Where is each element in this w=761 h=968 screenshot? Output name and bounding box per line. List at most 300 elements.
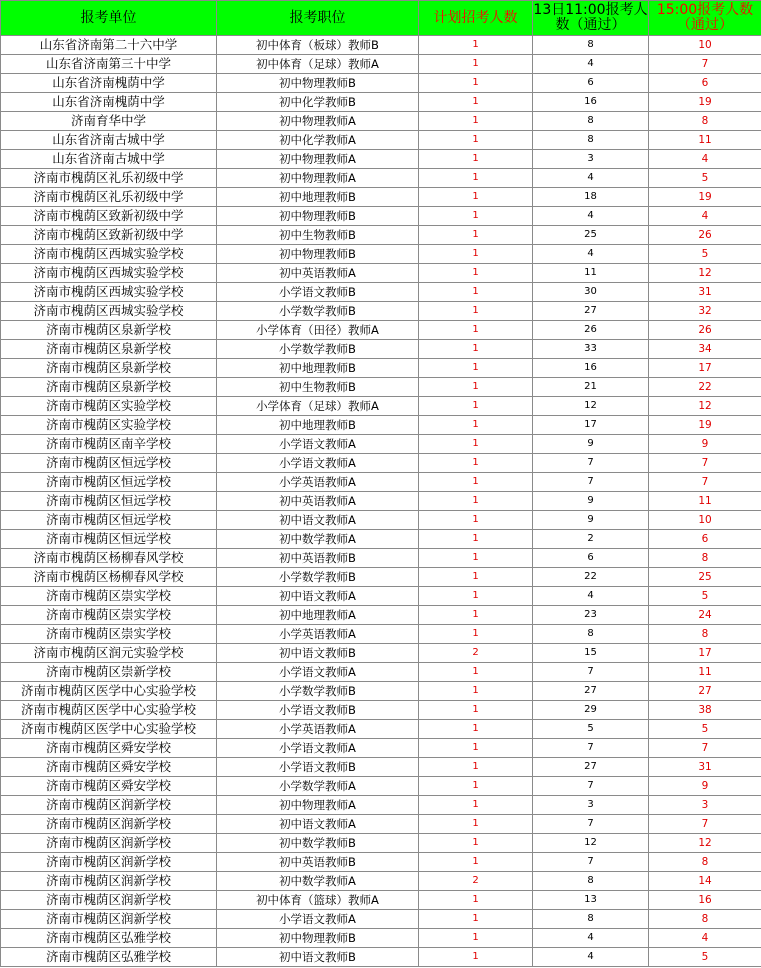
cell-count-13th: 7 bbox=[533, 663, 649, 682]
table-row bbox=[1, 150, 761, 169]
cell-position: 初中物理教师A bbox=[217, 169, 419, 188]
cell-plan-count: 1 bbox=[419, 549, 533, 568]
cell-plan-count: 1 bbox=[419, 264, 533, 283]
cell-count-13th: 9 bbox=[533, 511, 649, 530]
cell-plan-count: 1 bbox=[419, 682, 533, 701]
cell-plan-count: 1 bbox=[419, 55, 533, 74]
cell-plan-count: 1 bbox=[419, 112, 533, 131]
cell-position: 初中地理教师B bbox=[217, 416, 419, 435]
cell-count-15: 17 bbox=[649, 644, 761, 663]
cell-unit: 济南市槐荫区恒远学校 bbox=[1, 473, 217, 492]
cell-count-13th: 11 bbox=[533, 264, 649, 283]
cell-count-15: 12 bbox=[649, 834, 761, 853]
cell-count-15: 7 bbox=[649, 473, 761, 492]
cell-unit: 济南市槐荫区崇新学校 bbox=[1, 663, 217, 682]
cell-count-15: 6 bbox=[649, 74, 761, 93]
table-row bbox=[1, 397, 761, 416]
header-unit: 报考单位 bbox=[1, 1, 217, 36]
cell-position: 小学数学教师B bbox=[217, 340, 419, 359]
cell-plan-count: 1 bbox=[419, 777, 533, 796]
table-row bbox=[1, 131, 761, 150]
cell-position: 初中生物教师B bbox=[217, 378, 419, 397]
header-plan-count: 计划招考人数 bbox=[419, 1, 533, 36]
cell-unit: 山东省济南古城中学 bbox=[1, 131, 217, 150]
cell-unit: 济南市槐荫区杨柳春风学校 bbox=[1, 549, 217, 568]
cell-count-15: 11 bbox=[649, 131, 761, 150]
cell-position: 小学体育（足球）教师A bbox=[217, 397, 419, 416]
cell-unit: 济南市槐荫区西城实验学校 bbox=[1, 245, 217, 264]
cell-unit: 济南市槐荫区润新学校 bbox=[1, 815, 217, 834]
cell-unit: 济南市槐荫区南辛学校 bbox=[1, 435, 217, 454]
cell-position: 小学数学教师B bbox=[217, 568, 419, 587]
table-row bbox=[1, 188, 761, 207]
cell-count-13th: 16 bbox=[533, 93, 649, 112]
cell-unit: 济南市槐荫区恒远学校 bbox=[1, 530, 217, 549]
cell-position: 初中物理教师A bbox=[217, 796, 419, 815]
header-count-15: 15:00报考人数（通过） bbox=[649, 1, 761, 36]
cell-position: 初中化学教师B bbox=[217, 93, 419, 112]
table-row bbox=[1, 834, 761, 853]
cell-position: 小学语文教师B bbox=[217, 283, 419, 302]
cell-position: 初中体育（板球）教师B bbox=[217, 36, 419, 55]
cell-unit: 山东省济南第三十中学 bbox=[1, 55, 217, 74]
cell-plan-count: 1 bbox=[419, 720, 533, 739]
cell-plan-count: 1 bbox=[419, 739, 533, 758]
cell-unit: 济南市槐荫区实验学校 bbox=[1, 416, 217, 435]
cell-count-15: 11 bbox=[649, 492, 761, 511]
cell-count-13th: 23 bbox=[533, 606, 649, 625]
cell-position: 初中数学教师A bbox=[217, 530, 419, 549]
cell-unit: 济南市槐荫区西城实验学校 bbox=[1, 302, 217, 321]
table-row bbox=[1, 283, 761, 302]
table-row bbox=[1, 169, 761, 188]
table-row bbox=[1, 340, 761, 359]
cell-count-13th: 4 bbox=[533, 207, 649, 226]
cell-unit: 济南市槐荫区杨柳春风学校 bbox=[1, 568, 217, 587]
cell-unit: 济南市槐荫区致新初级中学 bbox=[1, 226, 217, 245]
cell-position: 小学体育（田径）教师A bbox=[217, 321, 419, 340]
cell-plan-count: 1 bbox=[419, 473, 533, 492]
table-row bbox=[1, 739, 761, 758]
cell-position: 初中物理教师A bbox=[217, 112, 419, 131]
cell-unit: 济南市槐荫区泉新学校 bbox=[1, 340, 217, 359]
cell-position: 小学英语教师A bbox=[217, 720, 419, 739]
cell-unit: 济南市槐荫区礼乐初级中学 bbox=[1, 188, 217, 207]
cell-unit: 济南市槐荫区西城实验学校 bbox=[1, 283, 217, 302]
table-row bbox=[1, 473, 761, 492]
cell-position: 初中物理教师B bbox=[217, 207, 419, 226]
cell-count-13th: 4 bbox=[533, 929, 649, 948]
cell-count-15: 4 bbox=[649, 929, 761, 948]
table-row bbox=[1, 644, 761, 663]
cell-count-15: 10 bbox=[649, 511, 761, 530]
cell-count-13th: 16 bbox=[533, 359, 649, 378]
cell-plan-count: 1 bbox=[419, 359, 533, 378]
cell-unit: 济南育华中学 bbox=[1, 112, 217, 131]
table-row bbox=[1, 492, 761, 511]
cell-unit: 济南市槐荫区润新学校 bbox=[1, 796, 217, 815]
cell-count-13th: 27 bbox=[533, 302, 649, 321]
cell-unit: 济南市槐荫区恒远学校 bbox=[1, 492, 217, 511]
cell-position: 小学数学教师B bbox=[217, 302, 419, 321]
table-row bbox=[1, 796, 761, 815]
cell-count-15: 8 bbox=[649, 625, 761, 644]
table-row bbox=[1, 568, 761, 587]
header-row bbox=[1, 1, 761, 36]
cell-unit: 济南市槐荫区医学中心实验学校 bbox=[1, 682, 217, 701]
cell-unit: 济南市槐荫区医学中心实验学校 bbox=[1, 701, 217, 720]
cell-position: 初中体育（足球）教师A bbox=[217, 55, 419, 74]
cell-position: 初中体育（篮球）教师A bbox=[217, 891, 419, 910]
cell-count-13th: 6 bbox=[533, 74, 649, 93]
cell-plan-count: 1 bbox=[419, 606, 533, 625]
cell-position: 小学语文教师A bbox=[217, 435, 419, 454]
cell-position: 小学数学教师A bbox=[217, 777, 419, 796]
cell-plan-count: 1 bbox=[419, 36, 533, 55]
cell-count-13th: 3 bbox=[533, 150, 649, 169]
cell-count-15: 26 bbox=[649, 226, 761, 245]
cell-position: 初中语文教师B bbox=[217, 948, 419, 967]
cell-plan-count: 1 bbox=[419, 226, 533, 245]
cell-count-15: 25 bbox=[649, 568, 761, 587]
cell-count-15: 8 bbox=[649, 549, 761, 568]
cell-count-13th: 17 bbox=[533, 416, 649, 435]
cell-count-15: 16 bbox=[649, 891, 761, 910]
cell-count-15: 11 bbox=[649, 663, 761, 682]
cell-position: 初中物理教师B bbox=[217, 929, 419, 948]
table-row bbox=[1, 321, 761, 340]
cell-count-15: 4 bbox=[649, 150, 761, 169]
cell-position: 小学语文教师A bbox=[217, 454, 419, 473]
cell-position: 初中地理教师B bbox=[217, 188, 419, 207]
cell-plan-count: 2 bbox=[419, 644, 533, 663]
cell-count-13th: 7 bbox=[533, 777, 649, 796]
table-row bbox=[1, 606, 761, 625]
table-row bbox=[1, 663, 761, 682]
cell-position: 初中语文教师A bbox=[217, 815, 419, 834]
cell-count-13th: 27 bbox=[533, 758, 649, 777]
cell-unit: 济南市槐荫区润新学校 bbox=[1, 853, 217, 872]
table-row bbox=[1, 112, 761, 131]
cell-position: 初中生物教师B bbox=[217, 226, 419, 245]
cell-plan-count: 1 bbox=[419, 416, 533, 435]
cell-unit: 济南市槐荫区致新初级中学 bbox=[1, 207, 217, 226]
cell-count-15: 10 bbox=[649, 36, 761, 55]
table-row bbox=[1, 454, 761, 473]
cell-count-13th: 7 bbox=[533, 853, 649, 872]
cell-count-15: 8 bbox=[649, 910, 761, 929]
table-row bbox=[1, 435, 761, 454]
cell-count-13th: 9 bbox=[533, 435, 649, 454]
cell-plan-count: 1 bbox=[419, 663, 533, 682]
cell-count-13th: 12 bbox=[533, 834, 649, 853]
cell-plan-count: 1 bbox=[419, 853, 533, 872]
cell-position: 小学英语教师A bbox=[217, 473, 419, 492]
cell-count-15: 7 bbox=[649, 454, 761, 473]
cell-position: 初中物理教师A bbox=[217, 150, 419, 169]
cell-unit: 济南市槐荫区弘雅学校 bbox=[1, 948, 217, 967]
cell-count-13th: 29 bbox=[533, 701, 649, 720]
cell-count-15: 19 bbox=[649, 416, 761, 435]
cell-unit: 济南市槐荫区舜安学校 bbox=[1, 739, 217, 758]
cell-position: 初中英语教师A bbox=[217, 492, 419, 511]
cell-count-15: 22 bbox=[649, 378, 761, 397]
cell-position: 初中数学教师A bbox=[217, 872, 419, 891]
cell-count-13th: 25 bbox=[533, 226, 649, 245]
cell-unit: 济南市槐荫区泉新学校 bbox=[1, 359, 217, 378]
cell-count-13th: 33 bbox=[533, 340, 649, 359]
cell-count-15: 24 bbox=[649, 606, 761, 625]
cell-position: 初中英语教师A bbox=[217, 264, 419, 283]
table-row bbox=[1, 302, 761, 321]
table-row bbox=[1, 359, 761, 378]
cell-unit: 济南市槐荫区润新学校 bbox=[1, 834, 217, 853]
cell-count-13th: 30 bbox=[533, 283, 649, 302]
table-row bbox=[1, 872, 761, 891]
table-row bbox=[1, 530, 761, 549]
cell-unit: 济南市槐荫区泉新学校 bbox=[1, 321, 217, 340]
cell-count-15: 5 bbox=[649, 948, 761, 967]
cell-count-13th: 9 bbox=[533, 492, 649, 511]
cell-unit: 济南市槐荫区西城实验学校 bbox=[1, 264, 217, 283]
cell-plan-count: 1 bbox=[419, 891, 533, 910]
cell-position: 小学语文教师B bbox=[217, 758, 419, 777]
table-row bbox=[1, 815, 761, 834]
cell-count-13th: 8 bbox=[533, 112, 649, 131]
cell-count-15: 19 bbox=[649, 188, 761, 207]
cell-plan-count: 1 bbox=[419, 625, 533, 644]
cell-position: 小学数学教师B bbox=[217, 682, 419, 701]
table-row bbox=[1, 625, 761, 644]
cell-count-13th: 7 bbox=[533, 739, 649, 758]
cell-plan-count: 1 bbox=[419, 530, 533, 549]
cell-unit: 山东省济南古城中学 bbox=[1, 150, 217, 169]
cell-count-13th: 27 bbox=[533, 682, 649, 701]
table-row bbox=[1, 948, 761, 967]
cell-count-15: 34 bbox=[649, 340, 761, 359]
cell-plan-count: 1 bbox=[419, 93, 533, 112]
cell-plan-count: 1 bbox=[419, 74, 533, 93]
cell-position: 小学语文教师A bbox=[217, 739, 419, 758]
cell-position: 初中物理教师B bbox=[217, 74, 419, 93]
cell-plan-count: 1 bbox=[419, 321, 533, 340]
cell-plan-count: 1 bbox=[419, 701, 533, 720]
table-row bbox=[1, 55, 761, 74]
table-header bbox=[1, 1, 761, 36]
table-row bbox=[1, 682, 761, 701]
cell-plan-count: 1 bbox=[419, 929, 533, 948]
table-row bbox=[1, 511, 761, 530]
cell-unit: 济南市槐荫区崇实学校 bbox=[1, 625, 217, 644]
table-row bbox=[1, 226, 761, 245]
cell-position: 初中地理教师A bbox=[217, 606, 419, 625]
cell-count-13th: 4 bbox=[533, 587, 649, 606]
cell-count-15: 7 bbox=[649, 739, 761, 758]
cell-count-15: 12 bbox=[649, 264, 761, 283]
cell-plan-count: 1 bbox=[419, 435, 533, 454]
cell-count-13th: 12 bbox=[533, 397, 649, 416]
cell-unit: 济南市槐荫区医学中心实验学校 bbox=[1, 720, 217, 739]
table-row bbox=[1, 758, 761, 777]
cell-count-15: 8 bbox=[649, 853, 761, 872]
cell-position: 小学语文教师B bbox=[217, 701, 419, 720]
cell-count-15: 4 bbox=[649, 207, 761, 226]
header-position: 报考职位 bbox=[217, 1, 419, 36]
table-row bbox=[1, 587, 761, 606]
cell-count-13th: 7 bbox=[533, 473, 649, 492]
cell-plan-count: 1 bbox=[419, 245, 533, 264]
cell-unit: 济南市槐荫区弘雅学校 bbox=[1, 929, 217, 948]
cell-plan-count: 1 bbox=[419, 378, 533, 397]
cell-position: 初中地理教师B bbox=[217, 359, 419, 378]
cell-count-13th: 2 bbox=[533, 530, 649, 549]
cell-unit: 济南市槐荫区礼乐初级中学 bbox=[1, 169, 217, 188]
cell-count-13th: 21 bbox=[533, 378, 649, 397]
cell-unit: 山东省济南槐荫中学 bbox=[1, 74, 217, 93]
cell-unit: 济南市槐荫区恒远学校 bbox=[1, 454, 217, 473]
cell-plan-count: 1 bbox=[419, 834, 533, 853]
cell-plan-count: 1 bbox=[419, 492, 533, 511]
table-row bbox=[1, 416, 761, 435]
cell-unit: 济南市槐荫区恒远学校 bbox=[1, 511, 217, 530]
cell-plan-count: 1 bbox=[419, 283, 533, 302]
cell-plan-count: 1 bbox=[419, 815, 533, 834]
cell-count-15: 14 bbox=[649, 872, 761, 891]
cell-count-15: 17 bbox=[649, 359, 761, 378]
table-row bbox=[1, 245, 761, 264]
cell-count-15: 19 bbox=[649, 93, 761, 112]
cell-plan-count: 1 bbox=[419, 511, 533, 530]
cell-unit: 济南市槐荫区舜安学校 bbox=[1, 758, 217, 777]
cell-count-15: 8 bbox=[649, 112, 761, 131]
cell-count-15: 9 bbox=[649, 435, 761, 454]
cell-plan-count: 1 bbox=[419, 169, 533, 188]
cell-count-13th: 8 bbox=[533, 872, 649, 891]
cell-count-13th: 7 bbox=[533, 815, 649, 834]
table-row bbox=[1, 929, 761, 948]
cell-plan-count: 1 bbox=[419, 796, 533, 815]
cell-count-13th: 7 bbox=[533, 454, 649, 473]
table-row bbox=[1, 720, 761, 739]
cell-count-13th: 22 bbox=[533, 568, 649, 587]
cell-unit: 济南市槐荫区崇实学校 bbox=[1, 587, 217, 606]
cell-count-13th: 8 bbox=[533, 131, 649, 150]
cell-unit: 济南市槐荫区润新学校 bbox=[1, 891, 217, 910]
cell-count-15: 6 bbox=[649, 530, 761, 549]
cell-count-15: 32 bbox=[649, 302, 761, 321]
cell-count-15: 7 bbox=[649, 815, 761, 834]
cell-plan-count: 1 bbox=[419, 587, 533, 606]
cell-count-15: 26 bbox=[649, 321, 761, 340]
cell-position: 小学语文教师A bbox=[217, 663, 419, 682]
cell-count-15: 5 bbox=[649, 245, 761, 264]
cell-unit: 济南市槐荫区泉新学校 bbox=[1, 378, 217, 397]
cell-plan-count: 1 bbox=[419, 188, 533, 207]
cell-position: 初中语文教师A bbox=[217, 511, 419, 530]
cell-plan-count: 1 bbox=[419, 454, 533, 473]
cell-unit: 山东省济南槐荫中学 bbox=[1, 93, 217, 112]
cell-unit: 济南市槐荫区崇实学校 bbox=[1, 606, 217, 625]
cell-unit: 济南市槐荫区舜安学校 bbox=[1, 777, 217, 796]
cell-plan-count: 1 bbox=[419, 302, 533, 321]
cell-plan-count: 1 bbox=[419, 340, 533, 359]
cell-plan-count: 1 bbox=[419, 758, 533, 777]
cell-count-15: 5 bbox=[649, 720, 761, 739]
table-row bbox=[1, 378, 761, 397]
cell-count-13th: 18 bbox=[533, 188, 649, 207]
table-row bbox=[1, 853, 761, 872]
cell-count-13th: 8 bbox=[533, 36, 649, 55]
cell-unit: 济南市槐荫区润新学校 bbox=[1, 872, 217, 891]
table-row bbox=[1, 36, 761, 55]
cell-count-13th: 3 bbox=[533, 796, 649, 815]
cell-count-13th: 4 bbox=[533, 245, 649, 264]
cell-position: 小学英语教师A bbox=[217, 625, 419, 644]
table-row bbox=[1, 891, 761, 910]
cell-count-13th: 4 bbox=[533, 169, 649, 188]
cell-plan-count: 1 bbox=[419, 397, 533, 416]
cell-unit: 济南市槐荫区实验学校 bbox=[1, 397, 217, 416]
cell-count-15: 38 bbox=[649, 701, 761, 720]
cell-count-13th: 4 bbox=[533, 55, 649, 74]
cell-count-13th: 6 bbox=[533, 549, 649, 568]
table-row bbox=[1, 777, 761, 796]
table-body bbox=[1, 36, 761, 967]
cell-count-15: 5 bbox=[649, 587, 761, 606]
cell-count-15: 27 bbox=[649, 682, 761, 701]
cell-count-15: 7 bbox=[649, 55, 761, 74]
table-row bbox=[1, 701, 761, 720]
table-row bbox=[1, 910, 761, 929]
cell-position: 初中英语教师B bbox=[217, 853, 419, 872]
cell-position: 初中英语教师B bbox=[217, 549, 419, 568]
table-row bbox=[1, 74, 761, 93]
cell-plan-count: 1 bbox=[419, 948, 533, 967]
cell-count-13th: 8 bbox=[533, 625, 649, 644]
cell-count-15: 31 bbox=[649, 758, 761, 777]
cell-position: 初中语文教师B bbox=[217, 644, 419, 663]
cell-count-13th: 5 bbox=[533, 720, 649, 739]
cell-position: 初中化学教师A bbox=[217, 131, 419, 150]
cell-plan-count: 1 bbox=[419, 568, 533, 587]
cell-plan-count: 2 bbox=[419, 872, 533, 891]
cell-count-13th: 13 bbox=[533, 891, 649, 910]
cell-unit: 济南市槐荫区润新学校 bbox=[1, 910, 217, 929]
cell-count-13th: 26 bbox=[533, 321, 649, 340]
cell-count-13th: 15 bbox=[533, 644, 649, 663]
cell-position: 初中数学教师B bbox=[217, 834, 419, 853]
cell-position: 小学语文教师A bbox=[217, 910, 419, 929]
cell-count-15: 9 bbox=[649, 777, 761, 796]
cell-unit: 山东省济南第二十六中学 bbox=[1, 36, 217, 55]
table-row bbox=[1, 264, 761, 283]
cell-unit: 济南市槐荫区润元实验学校 bbox=[1, 644, 217, 663]
header-count-13th: 13日11:00报考人数（通过） bbox=[533, 1, 649, 36]
cell-plan-count: 1 bbox=[419, 207, 533, 226]
cell-count-15: 12 bbox=[649, 397, 761, 416]
table-row bbox=[1, 93, 761, 112]
cell-count-13th: 8 bbox=[533, 910, 649, 929]
cell-plan-count: 1 bbox=[419, 910, 533, 929]
table-row bbox=[1, 549, 761, 568]
cell-count-13th: 4 bbox=[533, 948, 649, 967]
cell-position: 初中语文教师A bbox=[217, 587, 419, 606]
cell-position: 初中物理教师B bbox=[217, 245, 419, 264]
cell-plan-count: 1 bbox=[419, 131, 533, 150]
cell-count-15: 3 bbox=[649, 796, 761, 815]
cell-count-15: 5 bbox=[649, 169, 761, 188]
cell-plan-count: 1 bbox=[419, 150, 533, 169]
